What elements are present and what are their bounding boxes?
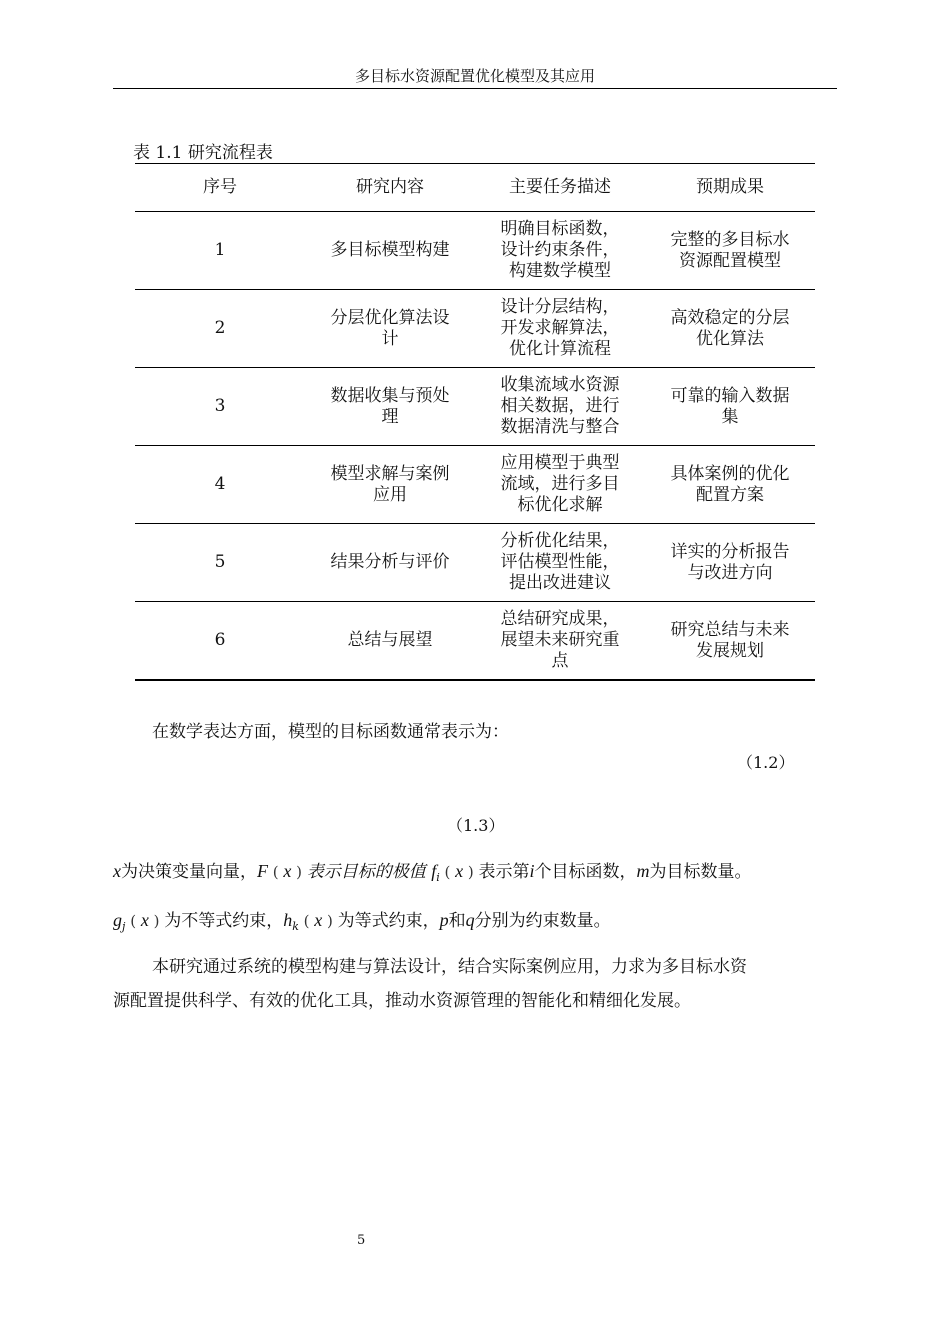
table-cell: 具体案例的优化 配置方案 (645, 446, 815, 524)
table-cell: 总结研究成果， 展望未来研究重 点 (475, 602, 645, 681)
table-cell: 总结与展望 (305, 602, 475, 681)
table-cell: 应用模型于典型 流域，进行多目 标优化求解 (475, 446, 645, 524)
table-cell: 模型求解与案例 应用 (305, 446, 475, 524)
table-cell: 收集流域水资源 相关数据，进行 数据清洗与整合 (475, 368, 645, 446)
conclusion-line-2: 源配置提供科学、有效的优化工具，推动水资源管理的智能化和精细化发展。 (113, 991, 691, 1011)
table-cell: 分层优化算法设 计 (305, 290, 475, 368)
table-row (135, 212, 815, 290)
column-header: 研究内容 (305, 164, 475, 212)
table-cell: 4 (135, 446, 305, 524)
table-row (135, 290, 815, 368)
research-flow-table (135, 163, 815, 681)
running-header: 多目标水资源配置优化模型及其应用 (354, 67, 595, 85)
table-row (135, 602, 815, 681)
table-row (135, 446, 815, 524)
variable-definition-line-1: x为决策变量向量，F ( x ) 表示目标的极值 $f_i$ ( x ) 表示第i个目标函数，m为目标数量。 (113, 861, 752, 884)
table-cell: 研究总结与未来 发展规划 (645, 602, 815, 681)
equation-number-1-3: （1.3） (447, 816, 505, 835)
column-header: 序号 (135, 164, 305, 212)
table-cell: 明确目标函数， 设计约束条件， 构建数学模型 (475, 212, 645, 290)
page-number: 5 (357, 1233, 366, 1248)
equation-number-1-2: （1.2） (737, 753, 795, 772)
table-cell: 5 (135, 524, 305, 602)
table-row (135, 368, 815, 446)
column-header: 预期成果 (645, 164, 815, 212)
table-cell: 详实的分析报告 与改进方向 (645, 524, 815, 602)
table-cell: 2 (135, 290, 305, 368)
table-row (135, 524, 815, 602)
table-cell: 高效稳定的分层 优化算法 (645, 290, 815, 368)
table-caption: 表 1.1 研究流程表 (133, 143, 273, 163)
table-cell: 结果分析与评价 (305, 524, 475, 602)
header-rule (113, 88, 837, 89)
variable-definition-line-2: $g_j$ ( x ) 为不等式约束，$h_k$ ( x ) 为等式约束，p和q分别为约束数量。 (113, 910, 611, 933)
table-cell: 6 (135, 602, 305, 681)
intro-paragraph: 在数学表达方面，模型的目标函数通常表示为： (152, 722, 509, 742)
table-cell: 设计分层结构， 开发求解算法， 优化计算流程 (475, 290, 645, 368)
table-cell: 数据收集与预处 理 (305, 368, 475, 446)
table-cell: 3 (135, 368, 305, 446)
table-cell: 分析优化结果， 评估模型性能， 提出改进建议 (475, 524, 645, 602)
table-cell: 可靠的输入数据 集 (645, 368, 815, 446)
table-header-row (135, 164, 815, 212)
table-cell: 完整的多目标水 资源配置模型 (645, 212, 815, 290)
column-header: 主要任务描述 (475, 164, 645, 212)
table-cell: 1 (135, 212, 305, 290)
table-cell: 多目标模型构建 (305, 212, 475, 290)
conclusion-line-1: 本研究通过系统的模型构建与算法设计，结合实际案例应用，力求为多目标水资 (152, 957, 747, 977)
